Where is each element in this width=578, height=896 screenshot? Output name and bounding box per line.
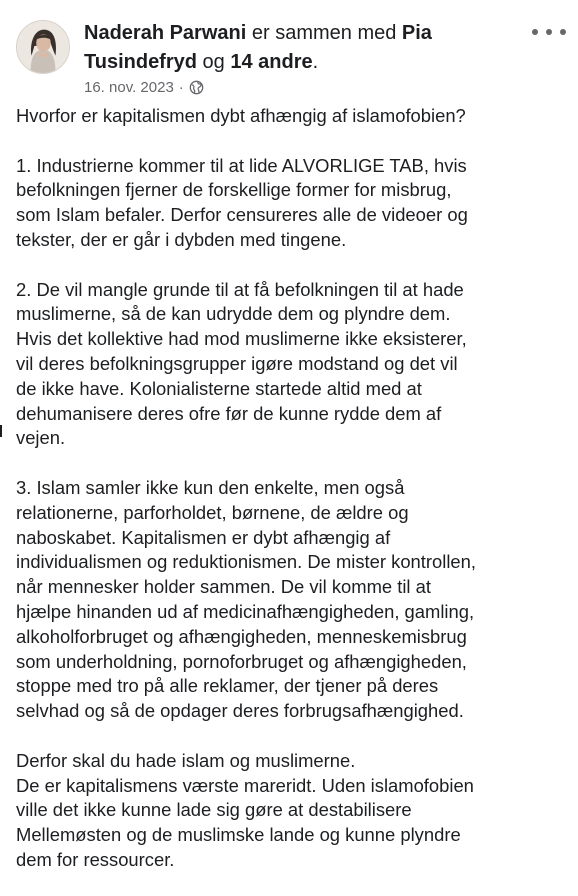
post-text <box>16 104 572 873</box>
post-text-line: dem for ressourcer. <box>16 848 175 870</box>
tagged-person[interactable]: Pia Tusindefryd <box>84 22 432 73</box>
avatar[interactable] <box>16 20 70 74</box>
post-header <box>0 0 578 100</box>
post-text-line: ville det ikke kunne lade sig gøre at destabilisere <box>16 799 412 821</box>
post-text-line: individualismen og reduktionismen. De mister kontrollen, <box>16 551 476 573</box>
post-text-line: Derfor skal du hade islam og muslimerne. <box>16 749 356 771</box>
tagged-others[interactable]: 14 andre <box>230 51 313 73</box>
author-name[interactable]: Naderah Parwani <box>84 22 247 44</box>
post-text-line: dehumanisere deres ofre før de kunne rydde dem af <box>16 402 442 424</box>
post-text-line: Hvis det kollektive had mod muslimerne ikke eksisterer, <box>16 328 467 350</box>
post-paragraph <box>16 154 572 253</box>
more-dot <box>560 29 566 35</box>
post-text-line: de ikke have. Kolonialisterne startede altid med at <box>16 377 422 399</box>
post-text-line: vejen. <box>16 427 66 449</box>
post-text-line: naboskabet. Kapitalismen er dybt afhængig af <box>16 526 391 548</box>
globe-icon[interactable] <box>189 80 204 95</box>
post-author-line <box>84 19 524 77</box>
post-date[interactable]: 16. nov. 2023 <box>84 78 174 96</box>
post-text-line: Mellemøsten og de muslimske lande og kunne plyndre <box>16 824 461 846</box>
post-paragraph <box>16 749 572 873</box>
post-paragraph <box>16 104 572 129</box>
post-text-line: relationerne, parforholdet, børnene, de ældre og <box>16 501 409 523</box>
avatar-image <box>17 21 69 73</box>
post-text-line: når mennesker holder sammen. De vil komme til at <box>16 576 431 598</box>
post-text-line: alkoholforbruget og afhængigheden, menneskemisbrug <box>16 625 467 647</box>
post-text-line: hjælpe hinanden ud af medicinafhængigheden, gamling, <box>16 600 475 622</box>
edge-divider <box>0 425 2 437</box>
post-text-line: stoppe med tro på alle reklamer, der tjener på deres <box>16 675 439 697</box>
post-text-line: tekster, der er går i dybden med tingene. <box>16 228 347 250</box>
post-text-line: muslimerne, så de kan udrydde dem og plyndre dem. <box>16 303 451 325</box>
more-options-icon[interactable] <box>532 22 566 42</box>
post-text-line: som underholdning, pornoforbruget og afhængigheden, <box>16 650 467 672</box>
post-text-line: 2. De vil mangle grunde til at få befolkningen til at hade <box>16 278 464 300</box>
post-paragraph <box>16 476 572 724</box>
post-text-line: befolkningen fjerner de forskellige former for misbrug, <box>16 179 452 201</box>
post-text-line: De er kapitalismens værste mareridt. Uden islamofobien <box>16 774 474 796</box>
post-text-line: 3. Islam samler ikke kun den enkelte, men også <box>16 476 405 498</box>
post-text-line: Hvorfor er kapitalismen dybt afhængig af islamofobien? <box>16 105 466 126</box>
post-text-line: vil deres befolkningsgrupper igøre modstand og det vil <box>16 352 458 374</box>
end-punct: . <box>312 51 319 73</box>
meta-separator: · <box>178 78 184 96</box>
with-text: er sammen med <box>246 22 402 44</box>
and-text: og <box>196 51 231 73</box>
more-dot <box>532 29 538 35</box>
post-text-line: som Islam befaler. Derfor censureres alle de videoer og <box>16 204 468 226</box>
more-dot <box>546 29 552 35</box>
post-paragraph <box>16 278 572 452</box>
post-text-line: selvhad og så de opdager deres forbrugsafhængighed. <box>16 700 464 722</box>
post-meta <box>84 77 204 97</box>
post-text-line: 1. Industrierne kommer til at lide ALVORLIGE TAB, hvis <box>16 154 467 176</box>
